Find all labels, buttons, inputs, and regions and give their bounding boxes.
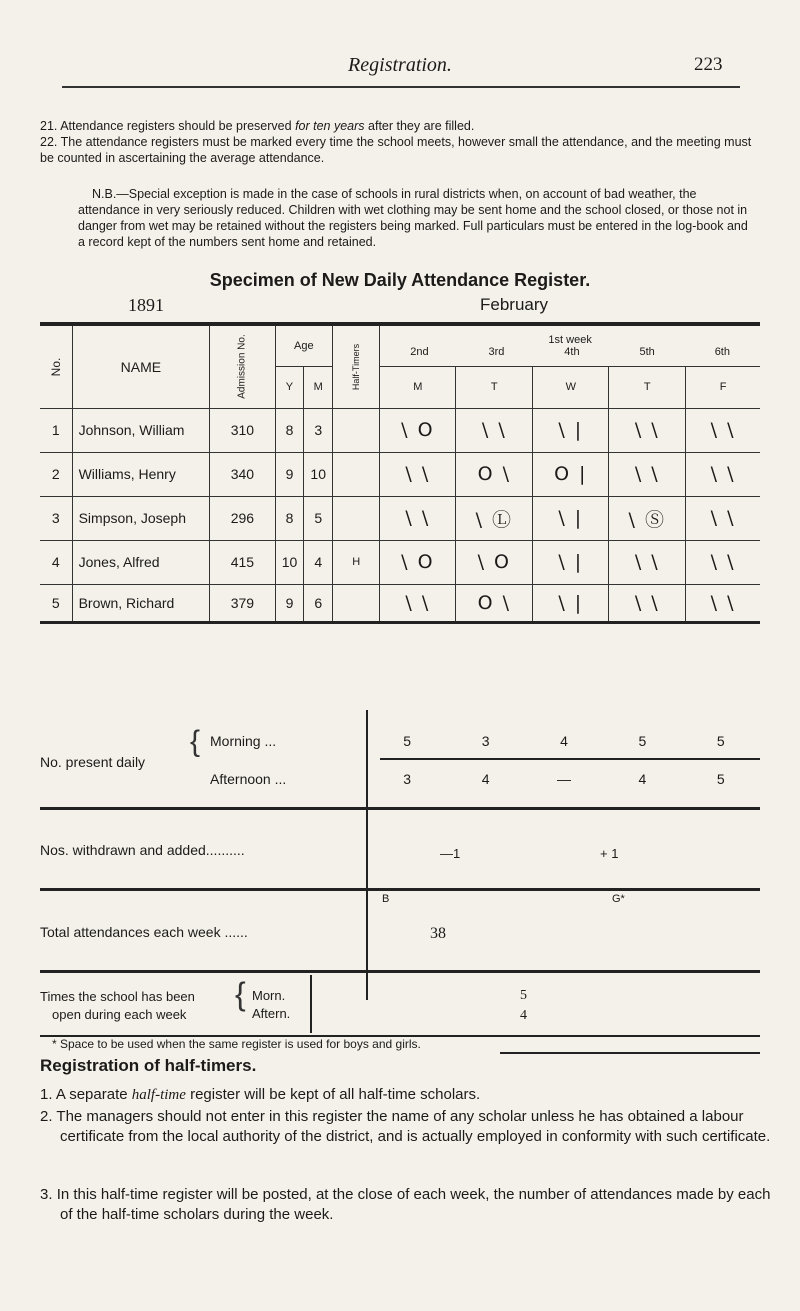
- row-no: 3: [40, 496, 72, 540]
- day-ordinal: 5th: [639, 345, 655, 358]
- row-half-timer: [333, 584, 380, 622]
- total-value: 38: [430, 925, 446, 942]
- row-age-months: 4: [304, 540, 333, 584]
- row-no: 4: [40, 540, 72, 584]
- attendance-mark: \ \: [686, 408, 760, 452]
- row-name: Simpson, Joseph: [72, 496, 210, 540]
- row-age-years: 8: [275, 408, 304, 452]
- attendance-register-table: [40, 322, 760, 624]
- added-value: + 1: [600, 846, 619, 861]
- afternoon-label: Afternoon ...: [210, 771, 287, 787]
- times-aftern-label: Aftern.: [252, 1006, 291, 1021]
- row-age-years: 9: [275, 452, 304, 496]
- nb-note: N.B.—Special exception is made in the case of schools in rural districts when, on account of bad weather, the attendance in very seriously reduced. Children with wet clothing may be sent home and the school closed, or those not in danger from wet may be retained without the registers being marked. Full particulars must be entered in the log-book and a record kept of the numbers sent home and retained.: [78, 187, 748, 249]
- footnote-rule: [500, 1052, 760, 1054]
- attendance-mark: \ O: [456, 540, 533, 584]
- rule-22: 22. The attendance registers must be marked every time the school meets, however small the attendance, and the meeting must be counted in ascertaining the average attendance.: [40, 135, 752, 165]
- header-age: Age: [275, 324, 332, 366]
- attendance-mark: \ |: [533, 584, 609, 622]
- attendance-mark: \ \: [686, 496, 760, 540]
- attendance-mark: \ O: [380, 408, 456, 452]
- row-no: 2: [40, 452, 72, 496]
- count-cell: 5: [638, 733, 647, 749]
- attendance-mark: \ |: [533, 540, 609, 584]
- row-no: 5: [40, 584, 72, 622]
- attendance-mark: \ \: [686, 584, 760, 622]
- times-open-label: Times the school has been open during each week: [40, 989, 195, 1022]
- day-ordinal: 2nd: [410, 345, 429, 358]
- times-aftern-value: 4: [520, 1008, 527, 1023]
- half-timers-item-2: 2. The managers should not enter in this register the name of any scholar unless he has obtained a labour certificate from the local authority of the district, and is actually employed in conformity with such certificate.: [40, 1108, 771, 1145]
- attendance-mark: \ |: [533, 496, 609, 540]
- row-half-timer: [333, 452, 380, 496]
- footnote: * Space to be used when the same register is used for boys and girls.: [52, 1037, 421, 1051]
- table-row: [40, 540, 760, 584]
- summary-rule: [40, 970, 760, 973]
- row-age-months: 3: [304, 408, 333, 452]
- row-admission: 415: [210, 540, 275, 584]
- total-girls-label: G*: [612, 893, 625, 905]
- brace: {: [235, 976, 246, 1012]
- summary-divider: [310, 975, 312, 1033]
- row-age-months: 10: [304, 452, 333, 496]
- day-ordinal: 4th: [564, 345, 580, 358]
- attendance-mark: O \: [456, 452, 533, 496]
- half-timers-item-3: 3. In this half-time register will be posted, at the close of each week, the number of attendances made by each of the half-time scholars during the week.: [40, 1186, 771, 1223]
- row-admission: 379: [210, 584, 275, 622]
- row-name: Williams, Henry: [72, 452, 210, 496]
- summary-rule: [380, 758, 760, 760]
- table-row: [40, 408, 760, 452]
- attendance-mark: \ \: [609, 452, 686, 496]
- page-number: 223: [694, 54, 723, 75]
- attendance-mark: \ \: [609, 408, 686, 452]
- count-cell: 3: [481, 733, 490, 749]
- attendance-mark: \ \: [380, 496, 456, 540]
- summary-rule: [40, 807, 760, 810]
- attendance-mark: \ \: [380, 584, 456, 622]
- attendance-mark: O |: [533, 452, 609, 496]
- count-cell: 4: [560, 733, 568, 749]
- row-admission: 296: [210, 496, 275, 540]
- row-no: 1: [40, 408, 72, 452]
- specimen-year: 1891: [128, 295, 164, 315]
- table-row: [40, 496, 760, 540]
- attendance-mark: \ |: [533, 408, 609, 452]
- count-cell: 5: [716, 733, 725, 749]
- header-day: W: [533, 366, 609, 408]
- morning-counts: [368, 733, 760, 749]
- page-header-title: Registration.: [348, 54, 452, 76]
- header-name: NAME: [72, 324, 210, 408]
- header-day: T: [456, 366, 533, 408]
- count-cell: 4: [638, 771, 647, 787]
- half-timers-item-1: 1. A separate half-time register will be kept of all half-time scholars.: [40, 1086, 481, 1103]
- summary-divider: [366, 710, 368, 1000]
- total-boys-label: B: [382, 893, 390, 905]
- specimen-title: Specimen of New Daily Attendance Register.: [209, 270, 591, 290]
- header-no: No.: [40, 324, 72, 408]
- afternoon-counts: [368, 771, 760, 787]
- attendance-mark: \ \: [686, 540, 760, 584]
- header-week: 1st week 2nd 3rd 4th 5th 6th: [380, 324, 760, 366]
- times-morn-label: Morn.: [252, 988, 286, 1003]
- row-admission: 340: [210, 452, 275, 496]
- row-name: Brown, Richard: [72, 584, 210, 622]
- count-cell: 5: [403, 733, 412, 749]
- header-day: M: [380, 366, 456, 408]
- times-morn-value: 5: [520, 988, 527, 1003]
- row-age-years: 8: [275, 496, 304, 540]
- header-half-timers: Half-Timers: [333, 324, 380, 408]
- header-day: F: [686, 366, 760, 408]
- rule-21: 21. Attendance registers should be preserved for ten years after they are filled.: [40, 119, 475, 133]
- row-name: Johnson, William: [72, 408, 210, 452]
- attendance-mark: \ O: [380, 540, 456, 584]
- count-cell: 4: [481, 771, 490, 787]
- day-ordinal: 6th: [714, 345, 730, 358]
- attendance-mark: \ \: [609, 540, 686, 584]
- header-admission: Admission No.: [210, 324, 275, 408]
- attendance-mark: \ \: [456, 408, 533, 452]
- count-cell: 5: [716, 771, 725, 787]
- header-age-months: M: [304, 366, 333, 408]
- attendance-mark: \ \: [380, 452, 456, 496]
- table-row: [40, 452, 760, 496]
- row-name: Jones, Alfred: [72, 540, 210, 584]
- header-day: T: [609, 366, 686, 408]
- withdrawn-value: —1: [440, 846, 461, 861]
- row-age-months: 5: [304, 496, 333, 540]
- present-daily-label: No. present daily: [40, 754, 146, 770]
- count-cell: 3: [403, 771, 412, 787]
- row-age-years: 9: [275, 584, 304, 622]
- attendance-mark: \ Ⓛ: [456, 496, 533, 540]
- attendance-mark: \ \: [609, 584, 686, 622]
- table-row: [40, 584, 760, 622]
- row-half-timer: H: [333, 540, 380, 584]
- row-half-timer: [333, 496, 380, 540]
- summary-rule: [40, 888, 760, 891]
- withdrawn-label: Nos. withdrawn and added..........: [40, 842, 245, 858]
- row-half-timer: [333, 408, 380, 452]
- day-ordinal: 3rd: [488, 345, 505, 358]
- count-cell: —: [557, 771, 572, 787]
- total-label: Total attendances each week ......: [40, 924, 248, 940]
- row-age-years: 10: [275, 540, 304, 584]
- specimen-month: February: [480, 295, 549, 314]
- header-age-years: Y: [275, 366, 304, 408]
- attendance-mark: O \: [456, 584, 533, 622]
- row-age-months: 6: [304, 584, 333, 622]
- half-timers-heading: Registration of half-timers.: [40, 1056, 257, 1075]
- attendance-mark: \ Ⓢ: [609, 496, 686, 540]
- row-admission: 310: [210, 408, 275, 452]
- header-rule: [62, 86, 740, 88]
- brace: {: [190, 725, 201, 758]
- morning-label: Morning ...: [210, 733, 277, 749]
- attendance-mark: \ \: [686, 452, 760, 496]
